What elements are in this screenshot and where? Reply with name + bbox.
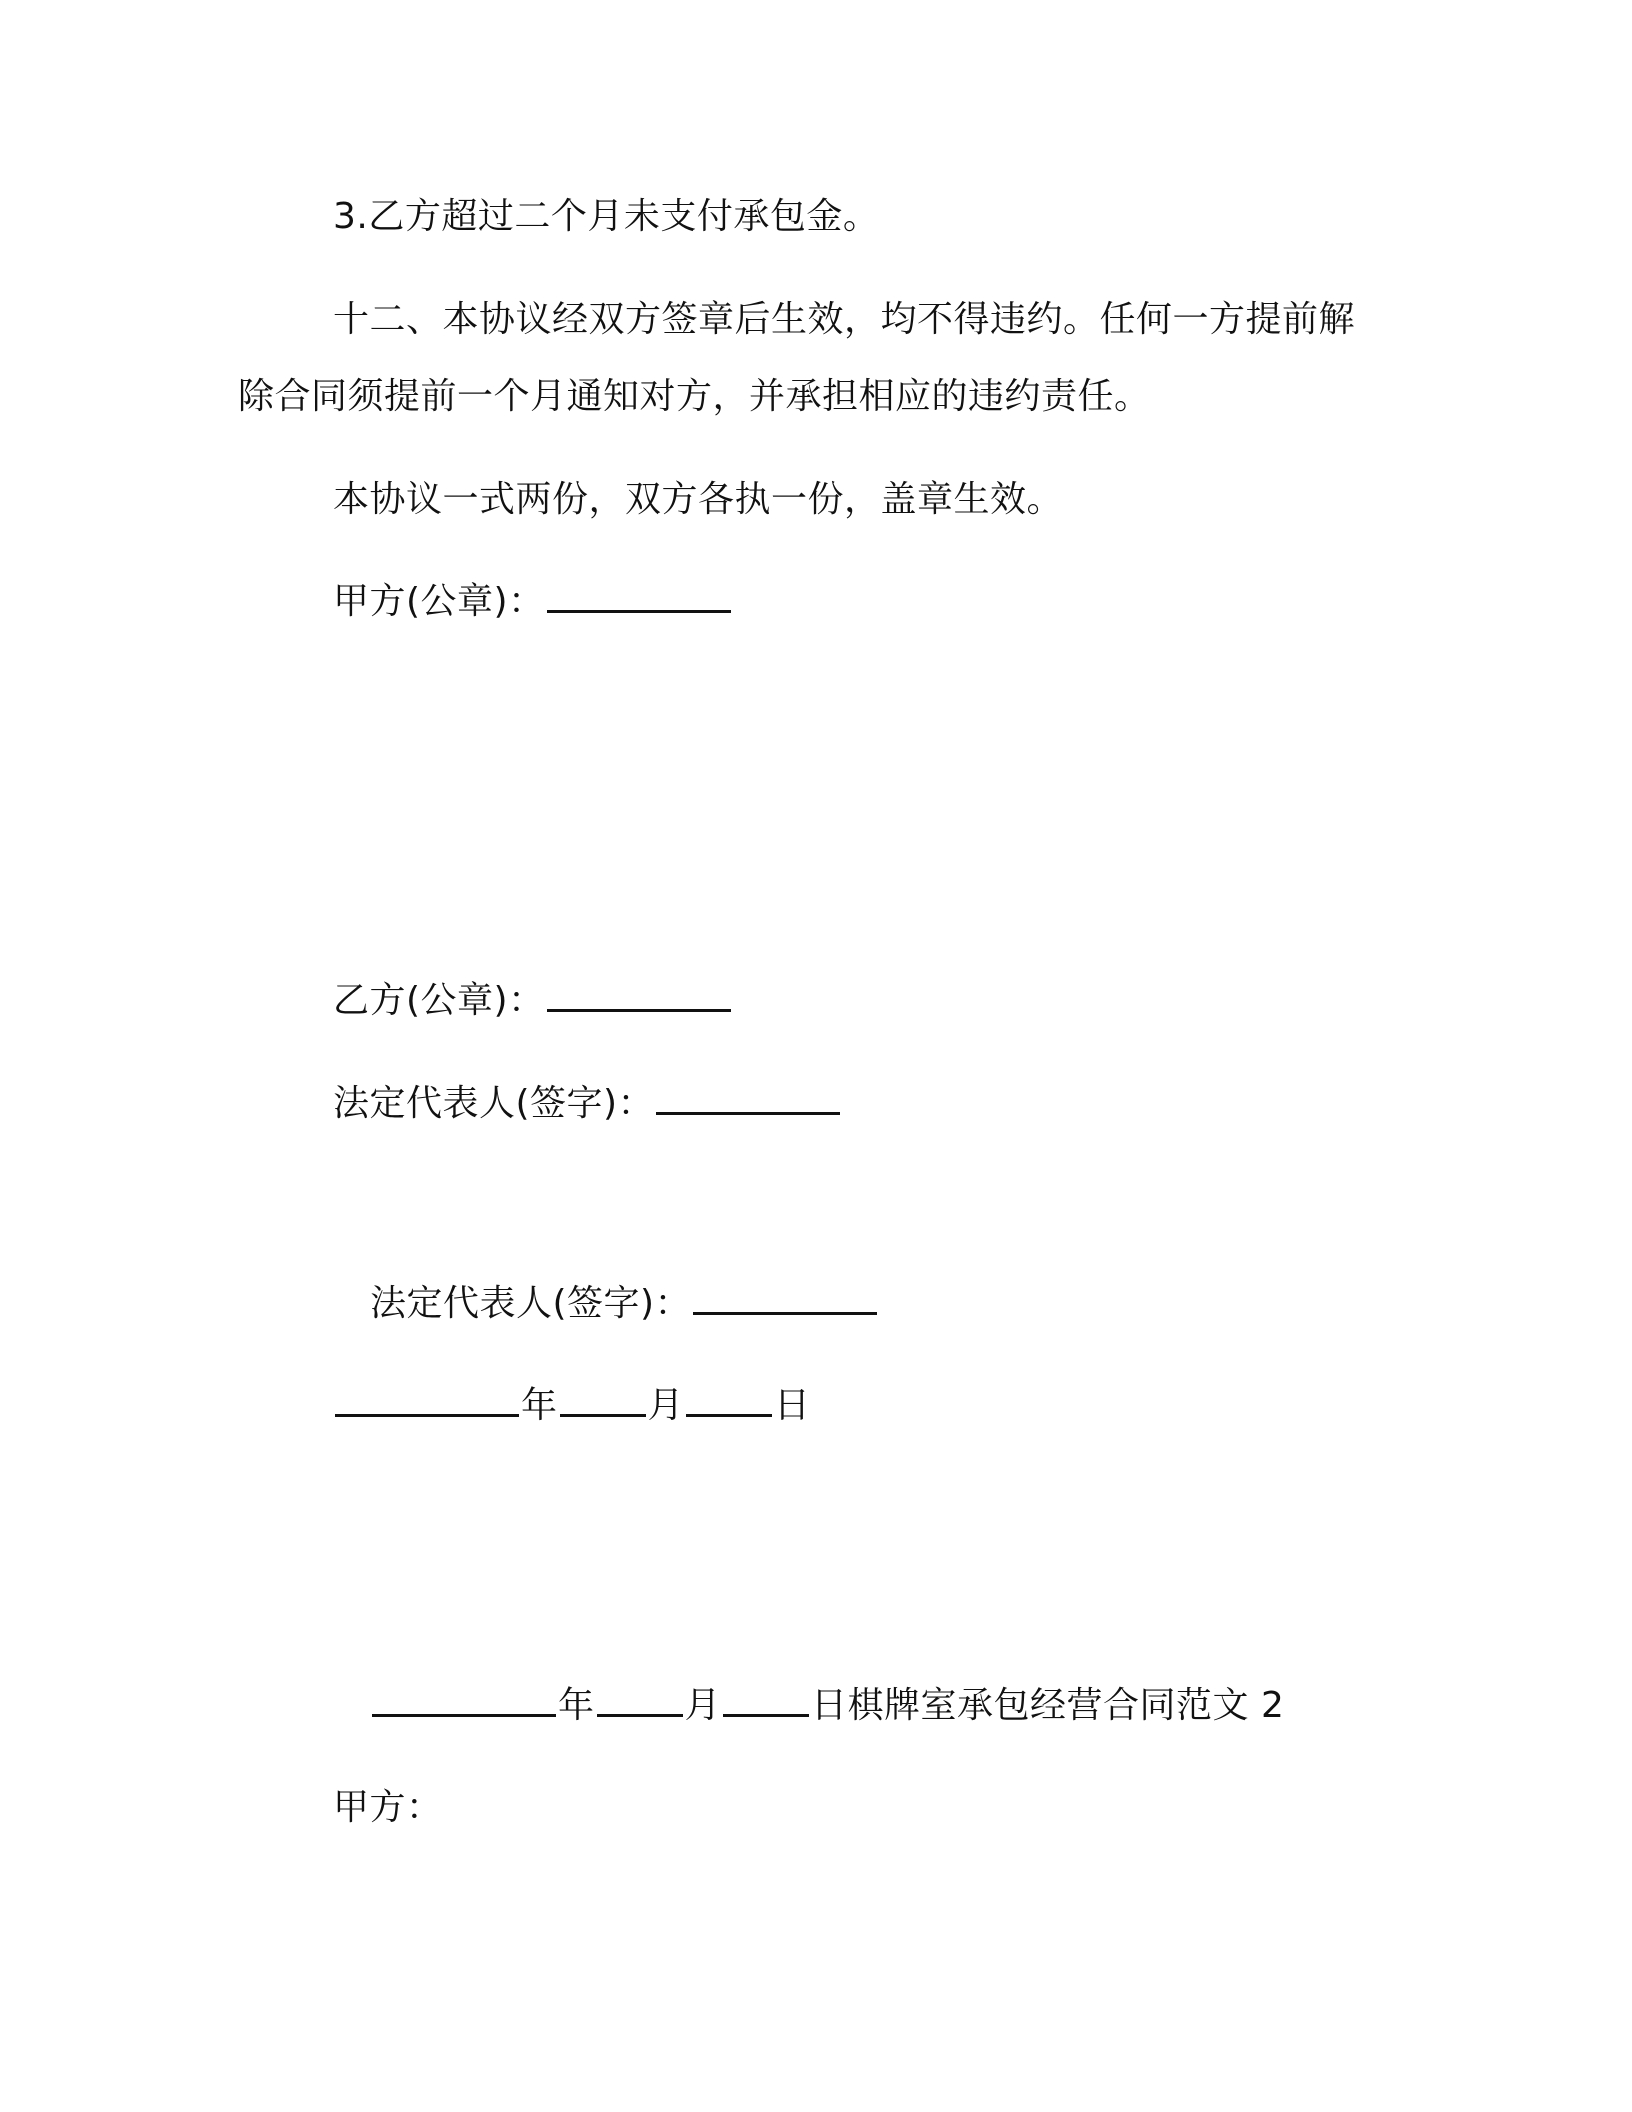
party-b-seal-label: 乙方(公章)：	[333, 980, 545, 1021]
party-a-line	[333, 1784, 443, 1832]
clause-twelve-line-1	[333, 296, 1355, 344]
party-b-seal-blank	[547, 977, 731, 1012]
legal-rep-blank-1	[656, 1080, 840, 1115]
title-year-blank	[372, 1682, 556, 1717]
date-day-blank	[686, 1382, 772, 1417]
clause-item-3-text: 3.乙方超过二个月未支付承包金。	[333, 196, 880, 237]
title-tail-text: 日棋牌室承包经营合同范文 2	[811, 1685, 1285, 1726]
copies-clause	[333, 476, 1063, 524]
party-b-seal-line	[333, 977, 733, 1025]
next-contract-title	[370, 1682, 1284, 1730]
clause-twelve-text-2: 除合同须提前一个月通知对方，并承担相应的违约责任。	[238, 376, 1151, 417]
signing-date-line	[333, 1382, 811, 1430]
title-month-label: 月	[684, 1685, 722, 1726]
title-year-label: 年	[558, 1685, 595, 1726]
title-month-blank	[597, 1682, 683, 1717]
date-year-label: 年	[521, 1385, 558, 1426]
legal-rep-label-2: 法定代表人(签字)：	[370, 1283, 692, 1324]
clause-item-3	[333, 193, 879, 241]
party-a-seal-label: 甲方(公章)：	[333, 581, 545, 622]
party-a-seal-blank	[547, 578, 731, 613]
date-month-blank	[560, 1382, 646, 1417]
party-a-label: 甲方：	[333, 1787, 443, 1828]
clause-twelve-text-1: 十二、本协议经双方签章后生效，均不得违约。任何一方提前解	[333, 299, 1356, 340]
legal-rep-line-1	[333, 1080, 842, 1128]
title-day-blank	[723, 1682, 809, 1717]
date-year-blank	[335, 1382, 519, 1417]
legal-rep-label-1: 法定代表人(签字)：	[333, 1083, 655, 1124]
date-day-label: 日	[774, 1385, 811, 1426]
copies-clause-text: 本协议一式两份，双方各执一份，盖章生效。	[333, 479, 1064, 520]
party-a-seal-line	[333, 578, 733, 626]
date-month-label: 月	[647, 1385, 685, 1426]
legal-rep-line-2	[370, 1280, 879, 1328]
clause-twelve-line-2	[238, 373, 1151, 421]
legal-rep-blank-2	[693, 1280, 877, 1315]
